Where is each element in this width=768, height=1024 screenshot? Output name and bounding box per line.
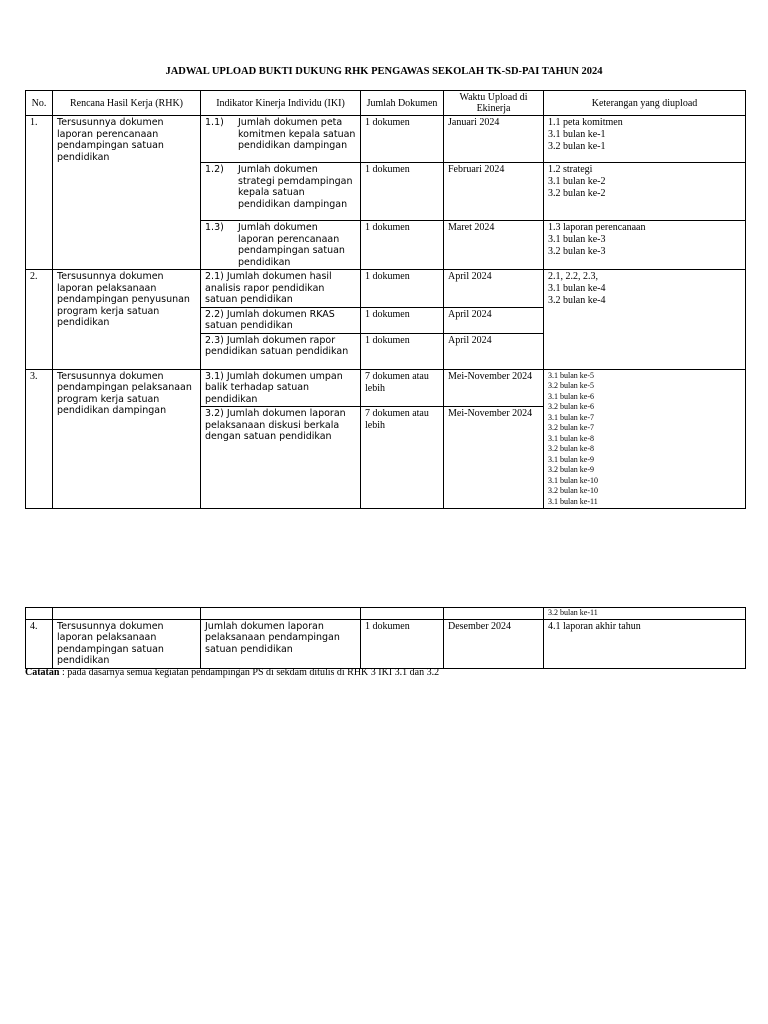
iki-text: Jumlah dokumen laporan perencanaan pendampingan satuan pendidikan (238, 222, 345, 268)
jumlah-cell: 1 dokumen (361, 163, 444, 221)
iki-cell: 2.1) Jumlah dokumen hasil analisis rapor pendidikan satuan pendidikan (201, 270, 361, 308)
row-number: 3. (26, 369, 53, 509)
document-title: JADWAL UPLOAD BUKTI DUKUNG RHK PENGAWAS SEKOLAH TK-SD-PAI TAHUN 2024 (165, 66, 603, 77)
keterangan-line: 3.2 bulan ke-8 (548, 444, 594, 453)
schedule-table-continued (25, 607, 746, 669)
keterangan-line: 3.1 bulan ke-5 (548, 370, 594, 380)
table-header-row (26, 91, 746, 116)
waktu-cell: Januari 2024 (444, 116, 544, 163)
keterangan-line: 3.1 bulan ke-10 (548, 475, 598, 485)
keterangan-line: 3.2 bulan ke-1 (548, 141, 606, 152)
iki-cell: 2.2) Jumlah dokumen RKAS satuan pendidikan (201, 307, 361, 333)
waktu-cell: Mei-November 2024 (444, 369, 544, 407)
iki-cell (201, 116, 361, 163)
footnote-text: : pada dasarnya semua kegiatan pendampingan PS di sekdam ditulis di RHK 3 IKI 3.1 dan 3.2 (59, 667, 440, 678)
waktu-cell: April 2024 (444, 270, 544, 308)
keterangan-line: 3.1 bulan ke-3 (548, 234, 606, 245)
jumlah-cell: 1 dokumen (361, 619, 444, 668)
jumlah-cell: 1 dokumen (361, 333, 444, 369)
keterangan-cell (544, 270, 746, 370)
header-no: No. (26, 91, 53, 116)
header-iki: Indikator Kinerja Individu (IKI) (201, 91, 361, 116)
footnote (25, 667, 439, 678)
waktu-cell: April 2024 (444, 307, 544, 333)
table-row (26, 116, 746, 163)
iki-text: Jumlah dokumen strategi pemdampingan kepala satuan pendidikan dampingan (238, 164, 353, 210)
jumlah-cell: 1 dokumen (361, 307, 444, 333)
keterangan-line: 3.1 bulan ke-2 (548, 176, 606, 187)
keterangan-line: 3.2 bulan ke-10 (548, 486, 598, 495)
keterangan-line: 2.1, 2.2, 2.3, (548, 271, 598, 282)
waktu-cell: Desember 2024 (444, 619, 544, 668)
iki-cell: Jumlah dokumen laporan pelaksanaan pendampingan satuan pendidikan (201, 619, 361, 668)
header-keterangan: Keterangan yang diupload (544, 91, 746, 116)
keterangan-line: 3.1 bulan ke-4 (548, 283, 606, 294)
keterangan-line: 3.1 bulan ke-6 (548, 391, 594, 401)
jumlah-cell: 1 dokumen (361, 221, 444, 270)
keterangan-line: 1.3 laporan perencanaan (548, 222, 646, 233)
iki-cell: 3.1) Jumlah dokumen umpan balik terhadap satuan pendidikan (201, 369, 361, 407)
keterangan-line: 3.2 bulan ke-7 (548, 423, 594, 432)
table-row (26, 270, 746, 308)
header-jumlah: Jumlah Dokumen (361, 91, 444, 116)
keterangan-cell (544, 116, 746, 163)
jumlah-cell: 1 dokumen (361, 116, 444, 163)
keterangan-line: 3.1 bulan ke-7 (548, 412, 594, 422)
row-number: 1. (26, 116, 53, 270)
keterangan-line: 3.2 bulan ke-6 (548, 402, 594, 411)
waktu-cell: Mei-November 2024 (444, 407, 544, 509)
jumlah-cell: 7 dokumen atau lebih (361, 407, 444, 509)
keterangan-line: 3.2 bulan ke-2 (548, 188, 606, 199)
keterangan-cell (544, 369, 746, 509)
keterangan-line: 1.2 strategi (548, 164, 593, 175)
rhk-cell: Tersusunnya dokumen pendampingan pelaksanaan program kerja satuan pendidikan dampingan (53, 369, 201, 509)
iki-cell (201, 221, 361, 270)
keterangan-cell: 3.2 bulan ke-11 (544, 608, 746, 620)
keterangan-line: 3.1 bulan ke-1 (548, 129, 606, 140)
rhk-cell: Tersusunnya dokumen laporan pelaksanaan pendampingan satuan pendidikan (53, 619, 201, 668)
iki-text: Jumlah dokumen peta komitmen kepala satuan pendidikan dampingan (238, 117, 356, 151)
keterangan-line: 3.2 bulan ke-9 (548, 465, 594, 474)
keterangan-cell: 4.1 laporan akhir tahun (544, 619, 746, 668)
keterangan-line: 3.2 bulan ke-5 (548, 381, 594, 390)
keterangan-line: 3.2 bulan ke-3 (548, 246, 606, 257)
iki-number: 1.3) (205, 222, 224, 233)
footnote-label: Catatan (25, 667, 60, 678)
keterangan-cell (544, 221, 746, 270)
table-row (26, 619, 746, 668)
keterangan-line: 3.1 bulan ke-8 (548, 433, 594, 443)
iki-cell (201, 163, 361, 221)
keterangan-line: 3.1 bulan ke-9 (548, 454, 594, 464)
jumlah-cell: 7 dokumen atau lebih (361, 369, 444, 407)
header-waktu: Waktu Upload di Ekinerja (444, 91, 544, 116)
row-number: 4. (26, 619, 53, 668)
table-row (26, 369, 746, 407)
iki-cell: 2.3) Jumlah dokumen rapor pendidikan satuan pendidikan (201, 333, 361, 369)
keterangan-cell (544, 163, 746, 221)
rhk-cell: Tersusunnya dokumen laporan pelaksanaan pendampingan penyusunan program kerja satuan pendidikan (53, 270, 201, 370)
iki-cell: 3.2) Jumlah dokumen laporan pelaksanaan diskusi berkala dengan satuan pendidikan (201, 407, 361, 509)
keterangan-line: 3.1 bulan ke-11 (548, 496, 598, 506)
keterangan-line: 1.1 peta komitmen (548, 117, 623, 128)
rhk-cell: Tersusunnya dokumen laporan perencanaan pendampingan satuan pendidikan (53, 116, 201, 270)
keterangan-line: 3.2 bulan ke-4 (548, 295, 606, 306)
iki-number: 1.1) (205, 117, 224, 128)
waktu-cell: Maret 2024 (444, 221, 544, 270)
row-number: 2. (26, 270, 53, 370)
waktu-cell: Februari 2024 (444, 163, 544, 221)
header-rhk: Rencana Hasil Kerja (RHK) (53, 91, 201, 116)
schedule-table (25, 90, 746, 509)
jumlah-cell: 1 dokumen (361, 270, 444, 308)
iki-number: 1.2) (205, 164, 224, 175)
table-row (26, 608, 746, 620)
waktu-cell: April 2024 (444, 333, 544, 369)
